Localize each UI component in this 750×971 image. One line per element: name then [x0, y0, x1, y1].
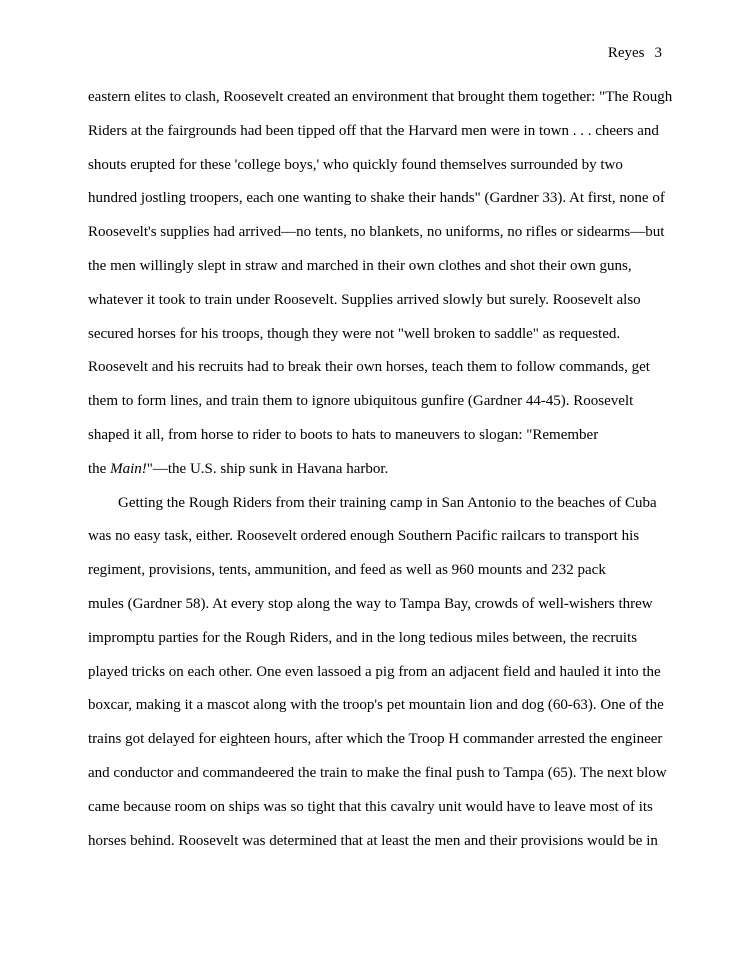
author-surname: Reyes	[607, 45, 645, 61]
text-fragment: "—the U.S. ship sunk in Havana harbor.	[146, 460, 389, 477]
paragraph-1	[88, 87, 673, 493]
text-line-with-italic-title	[88, 459, 668, 493]
text-line-first-indented: Getting the Rough Riders from their training camp in San Antonio to the beaches of Cuba	[118, 494, 657, 511]
text-line: Roosevelt and his recruits had to break their own horses, teach them to follow commands, get	[88, 359, 650, 376]
text-line: them to form lines, and train them to ignore ubiquitous gunfire (Gardner 44-45). Roosevelt	[88, 393, 634, 410]
text-line: trains got delayed for eighteen hours, after which the Troop H commander arrested the engineer	[88, 731, 663, 748]
text-line: regiment, provisions, tents, ammunition, and feed as well as 960 mounts and 232 pack	[88, 562, 606, 579]
text-line: impromptu parties for the Rough Riders, and in the long tedious miles between, the recruits	[88, 629, 638, 646]
text-line: was no easy task, either. Roosevelt ordered enough Southern Pacific railcars to transport his	[88, 528, 640, 545]
page-number: 3	[654, 45, 662, 61]
text-line: played tricks on each other. One even lassoed a pig from an adjacent field and hauled it into the	[88, 663, 661, 680]
ship-name-italic: Main!	[110, 460, 147, 477]
text-line: mules (Gardner 58). At every stop along the way to Tampa Bay, crowds of well-wishers threw	[88, 595, 653, 612]
text-line: Roosevelt's supplies had arrived—no tents, no blankets, no uniforms, no rifles or sidearms—but	[88, 224, 665, 241]
text-line: eastern elites to clash, Roosevelt created an environment that brought them together: "The Rough	[88, 89, 673, 105]
text-line: the men willingly slept in straw and marched in their own clothes and shot their own guns,	[88, 257, 632, 274]
text-line: Riders at the fairgrounds had been tipped off that the Harvard men were in town . . . cheers and	[88, 122, 659, 139]
text-line: secured horses for his troops, though they were not "well broken to saddle" as requested.	[88, 325, 621, 342]
text-line: whatever it took to train under Roosevelt. Supplies arrived slowly but surely. Roosevelt also	[88, 291, 641, 308]
text-line: and conductor and commandeered the train to make the final push to Tampa (65). The next blow	[88, 764, 667, 781]
text-line: hundred jostling troopers, each one wanting to shake their hands" (Gardner 33). At first, none of	[88, 190, 665, 207]
text-line: horses behind. Roosevelt was determined that at least the men and their provisions would be in	[88, 832, 658, 849]
text-line: boxcar, making it a mascot along with the troop's pet mountain lion and dog (60-63). One of the	[88, 697, 664, 714]
text-line: shouts erupted for these 'college boys,' who quickly found themselves surrounded by two	[88, 156, 623, 173]
text-line: shaped it all, from horse to rider to boots to hats to maneuvers to slogan: "Remember	[88, 426, 599, 443]
text-line: came because room on ships was so tight that this cavalry unit would have to leave most of its	[88, 798, 653, 815]
body-text	[88, 87, 673, 864]
running-header	[608, 43, 662, 63]
paragraph-2	[88, 493, 668, 865]
text-fragment: the	[88, 460, 111, 477]
